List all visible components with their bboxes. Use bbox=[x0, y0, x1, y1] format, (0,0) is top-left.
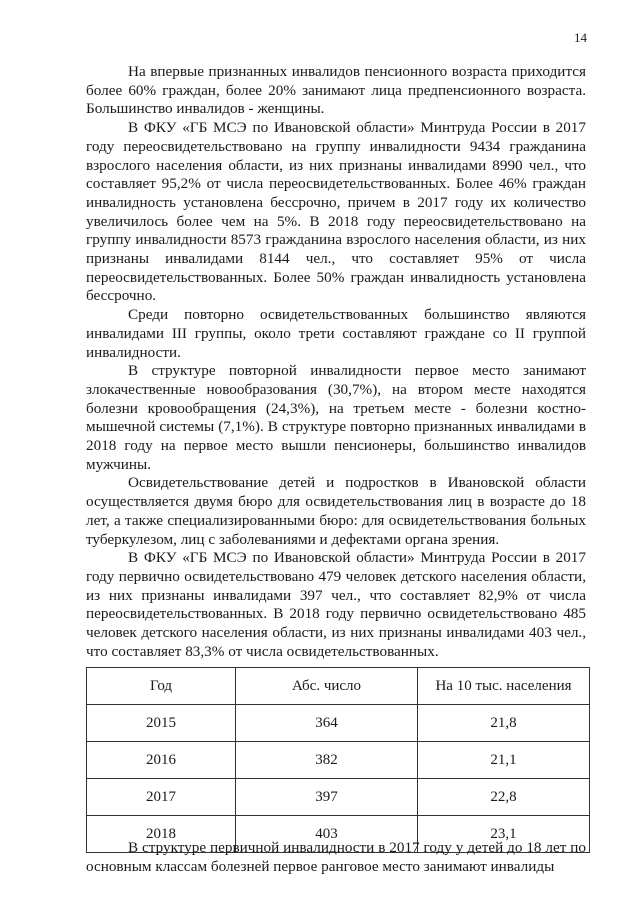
statistics-table-wrapper bbox=[86, 667, 590, 853]
cell-per-10k: 21,1 bbox=[418, 742, 590, 779]
paragraph: Среди повторно освидетельствованных большинство являются инвалидами III группы, около трети составляют граждане со II группой инвалидности. bbox=[86, 306, 586, 361]
cell-year: 2016 bbox=[87, 742, 236, 779]
cell-absolute: 364 bbox=[236, 705, 418, 742]
cell-per-10k: 22,8 bbox=[418, 779, 590, 816]
column-header-absolute: Абс. число bbox=[236, 668, 418, 705]
cell-absolute: 403 bbox=[236, 816, 418, 853]
cell-per-10k: 21,8 bbox=[418, 705, 590, 742]
table-row bbox=[87, 742, 590, 779]
cell-absolute: 397 bbox=[236, 779, 418, 816]
table-row bbox=[87, 705, 590, 742]
table-header-row bbox=[87, 668, 590, 705]
table-row bbox=[87, 779, 590, 816]
closing-text bbox=[86, 839, 586, 876]
paragraph: Освидетельствование детей и подростков в Ивановской области осуществляется двумя бюро для освидетельствования лиц в возрасте до 18 лет, а также специализированными бюро: для освидетельствования больных туберкулезом, лиц с заболеваниями и дефектами органа зрения. bbox=[86, 474, 586, 548]
body-text bbox=[86, 63, 586, 662]
cell-year: 2015 bbox=[87, 705, 236, 742]
column-header-per-10k: На 10 тыс. населения bbox=[418, 668, 590, 705]
cell-per-10k: 23,1 bbox=[418, 816, 590, 853]
column-header-year: Год bbox=[87, 668, 236, 705]
cell-year: 2017 bbox=[87, 779, 236, 816]
statistics-table bbox=[86, 667, 590, 853]
paragraph: В структуре первичной инвалидности в 2017 году у детей до 18 лет по основным классам болезней первое ранговое место занимают инвалиды bbox=[86, 839, 586, 875]
paragraph: В структуре повторной инвалидности первое место занимают злокачественные новообразования (30,7%), на втором месте находятся болезни кровообращения (24,3%), на третьем месте - болезни костно-мышечной системы (7,1%). В структуре повторно признанных инвалидами в 2018 году на первое место вышли пенсионеры, большинство инвалидов мужчины. bbox=[86, 362, 586, 473]
paragraph: На впервые признанных инвалидов пенсионного возраста приходится более 60% граждан, более 20% занимают лица предпенсионного возраста. Большинство инвалидов - женщины. bbox=[86, 63, 586, 118]
paragraph: В ФКУ «ГБ МСЭ по Ивановской области» Минтруда России в 2017 году переосвидетельствовано на группу инвалидности 9434 гражданина взрослого населения области, из них признаны инвалидами 8990 чел., что составляет 95,2% от числа переосвидетельствованных. Более 46% граждан инвалидность установлена бессрочно, причем в 2017 году их количество увеличилось более чем на 5%. В 2018 году переосвидетельствовано на группу инвалидности 8573 гражданина взрослого населения области, из них признаны инвалидами 8144 чел., что составляет 95% от числа переосвидетельствованных. Более 50% граждан инвалидность установлена бессрочно. bbox=[86, 119, 586, 305]
cell-year: 2018 bbox=[87, 816, 236, 853]
cell-absolute: 382 bbox=[236, 742, 418, 779]
page-number: 14 bbox=[574, 30, 587, 45]
paragraph: В ФКУ «ГБ МСЭ по Ивановской области» Минтруда России в 2017 году первично освидетельствовано 479 человек детского населения области, из них признаны инвалидами 397 чел., что составляет 82,9% от числа переосвидетельствованных. В 2018 году первично освидетельствовано 485 человек детского населения области, из них признаны инвалидами 403 чел., что составляет 83,3% от числа освидетельствованных. bbox=[86, 549, 586, 660]
